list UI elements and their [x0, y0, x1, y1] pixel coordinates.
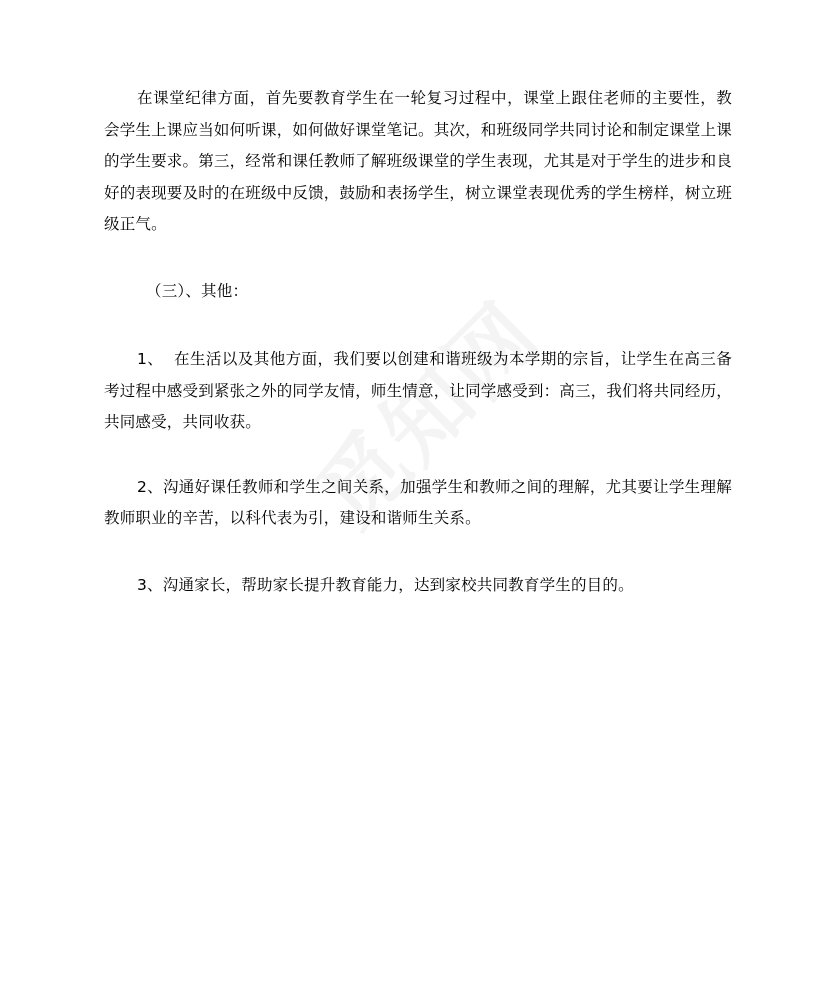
list-item-1: 1、 在生活以及其他方面，我们要以创建和谐班级为本学期的宗旨，让学生在高三备考过程中感受到紧张之外的同学友情，师生情意，让同学感受到：高三，我们将共同经历，共同感受，共同收获。 — [104, 350, 733, 431]
list-item-3: 3、沟通家长，帮助家长提升教育能力，达到家校共同教育学生的目的。 — [137, 575, 634, 594]
list-item-2: 2、沟通好课任教师和学生之间关系，加强学生和教师之间的理解，尤其要让学生理解教师职业的辛苦，以科代表为引，建设和谐师生关系。 — [104, 477, 732, 527]
paragraph-classroom-discipline: 在课堂纪律方面，首先要教育学生在一轮复习过程中，课堂上跟住老师的主要性，教会学生上课应当如何听课，如何做好课堂笔记。其次，和班级同学共同讨论和制定课堂上课的学生要求。第三，经常和课任教师了解班级课堂的学生表现，尤其是对于学生的进步和良好的表现要及时的在班级中反馈，鼓励和表扬学生，树立课堂表现优秀的学生榜样，树立班级正气。 — [104, 89, 733, 233]
section-heading-other: （三）、其他： — [146, 281, 249, 300]
